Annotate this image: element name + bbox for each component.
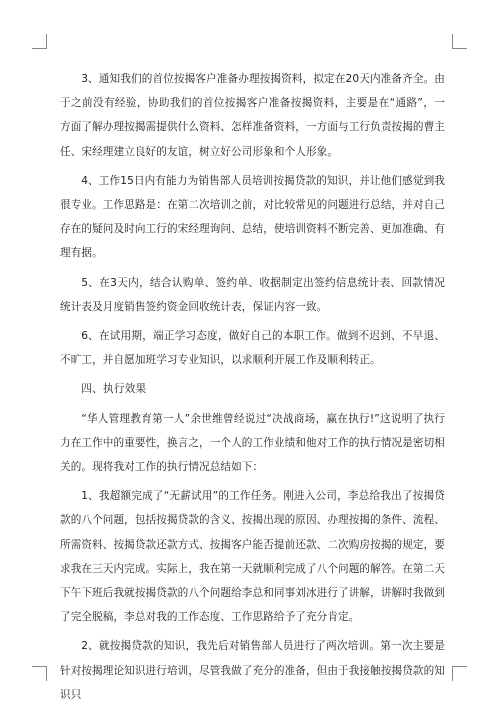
crop-mark-top-left: [32, 34, 47, 49]
paragraph-item-3: 3、通知我们的首位按揭客户准备办理按揭资料，拟定在20天内准备齐全。由于之前没有经验，协助我们的首位按揭客户准备按揭资料，主要是在“通路”，一方面了解办理按揭需提供什么资料、怎样准备资料，一方面与工行负责按揭的曹主任、宋经理建立良好的友谊，树立好公司形象和个人形象。: [60, 73, 445, 158]
document-body: [60, 67, 445, 712]
crop-mark-top-right: [452, 34, 467, 49]
crop-mark-bottom-right: [452, 666, 467, 681]
paragraph-result-2: 2、就按揭贷款的知识，我先后对销售部人员进行了两次培训。第一次主要是针对按揭理论知识进行培训，尽管我做了充分的准备，但由于我接触按揭贷款的知识只: [60, 640, 445, 701]
crop-mark-bottom-left: [32, 666, 47, 681]
paragraph-item-6: 6、在试用期，端正学习态度，做好自己的本职工作。做到不迟到、不早退、不旷工，并自愿加班学习专业知识，以求顺利开展工作及顺利转正。: [60, 330, 445, 367]
paragraph-item-5: 5、在3天内，结合认购单、签约单、收据制定出签约信息统计表、回款情况统计表及月度销售签约资金回收统计表，保证内容一致。: [60, 276, 445, 313]
paragraph-result-1: 1、我超额完成了“无薪试用”的工作任务。刚进入公司，李总给我出了按揭贷款的八个问题，包括按揭贷款的含义、按揭出现的原因、办理按揭的条件、流程、所需资料、按揭贷款还款方式、按揭客户能否提前还款、二次购房按揭的规定，要求我在三天内完成。实际上，我在第一天就顺利完成了八个问题的解答。在第二天下午下班后我就按揭贷款的八个问题给李总和同事刘冰进行了讲解，讲解时我做到了完全脱稿，李总对我的工作态度、工作思路给予了充分肯定。: [60, 490, 445, 624]
paragraph-execution-intro: “华人管理教育第一人”余世维曾经说过“决战商场，赢在执行!”这说明了执行力在工作中的重要性，换言之，一个人的工作业绩和他对工作的执行情况是密切相关的。现将我对工作的执行情况总结如下：: [60, 412, 445, 474]
paragraph-item-4: 4、工作15日内有能力为销售部人员培训按揭贷款的知识，并让他们感觉到我很专业。工作思路是：在第二次培训之前，对比较常见的问题进行总结，并对自己存在的疑问及时向工行的宋经理询问、总结，使培训资料不断完善、更加准确、有理有据。: [60, 174, 445, 260]
section-heading-execution-results: 四、执行效果: [81, 383, 147, 396]
